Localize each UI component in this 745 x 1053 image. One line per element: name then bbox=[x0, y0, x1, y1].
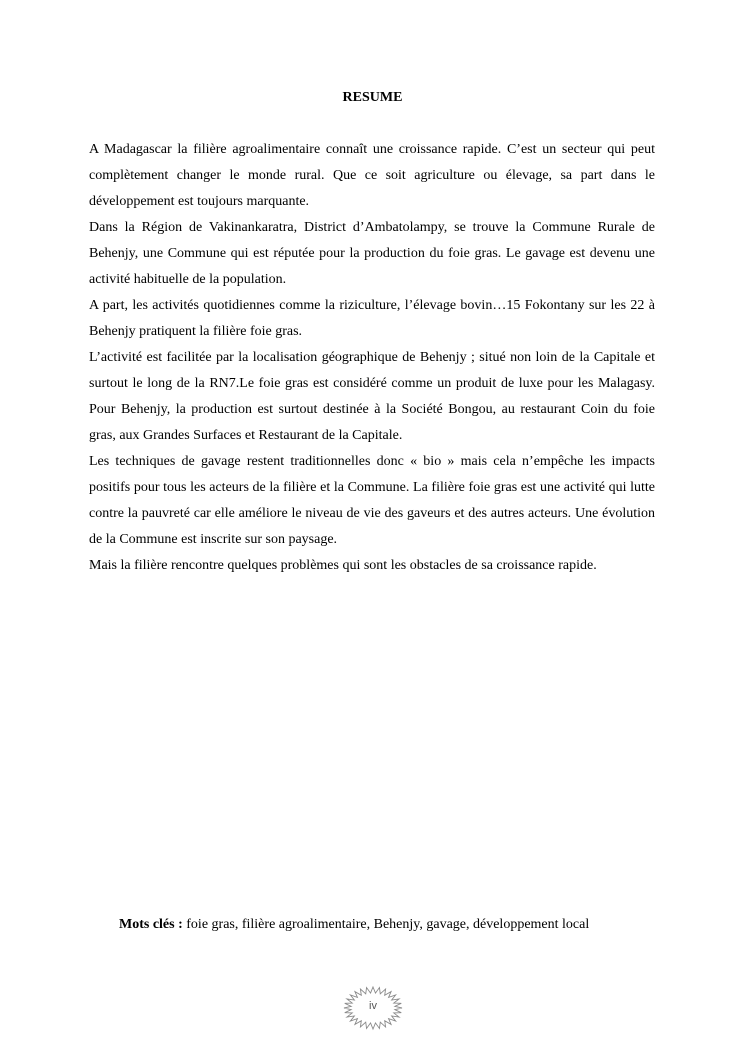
keywords-line bbox=[119, 915, 679, 935]
page-title: RESUME bbox=[342, 90, 403, 105]
page-number-badge bbox=[342, 985, 404, 1031]
paragraph-1: A Madagascar la filière agroalimentaire connaît une croissance rapide. C’est un secteur qui peut complètement changer le monde rural. Que ce soit agriculture ou élevage, sa part dans le développement est toujours marquante. bbox=[89, 142, 655, 209]
page-number: iv bbox=[369, 1000, 377, 1012]
keywords-label: Mots clés : bbox=[119, 917, 183, 932]
paragraph-3: A part, les activités quotidiennes comme la riziculture, l’élevage bovin…15 Fokontany sur les 22 à Behenjy pratiquent la filière foie gras. bbox=[89, 298, 655, 339]
paragraph-4: L’activité est facilitée par la localisation géographique de Behenjy ; situé non loin de la Capitale et surtout le long de la RN7.Le foie gras est considéré comme un produit de luxe pour les Malagasy. Pour Behenjy, la production est surtout destinée à la Société Bongou, au restaurant Coin du foie gras, aux Grandes Surfaces et Restaurant de la Capitale. bbox=[89, 350, 655, 443]
keywords-text: foie gras, filière agroalimentaire, Behenjy, gavage, développement local bbox=[182, 917, 590, 932]
abstract-body bbox=[89, 137, 655, 579]
paragraph-6: Mais la filière rencontre quelques problèmes qui sont les obstacles de sa croissance rapide. bbox=[89, 558, 597, 573]
paragraph-2: Dans la Région de Vakinankaratra, District d’Ambatolampy, se trouve la Commune Rurale de Behenjy, une Commune qui est réputée pour la production du foie gras. Le gavage est devenu une activité habituelle de la population. bbox=[89, 220, 655, 287]
paragraph-5: Les techniques de gavage restent traditionnelles donc « bio » mais cela n’empêche les impacts positifs pour tous les acteurs de la filière et la Commune. La filière foie gras est une activité qui lutte contre la pauvreté car elle améliore le niveau de vie des gaveurs et des autres acteurs. Une évolution de la Commune est inscrite sur son paysage. bbox=[89, 454, 655, 547]
